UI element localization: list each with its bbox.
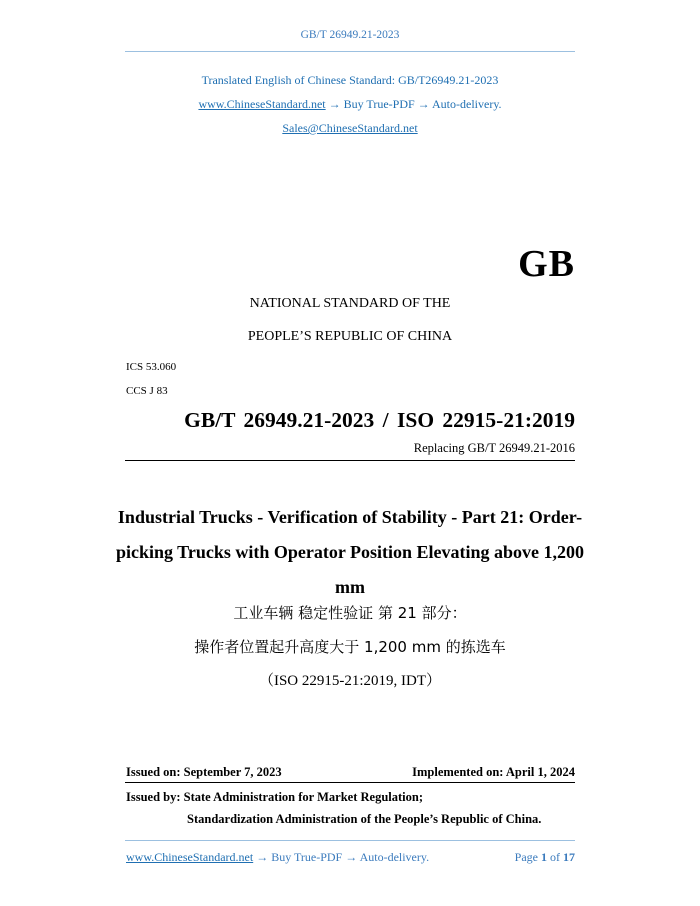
issuer-line-2: Standardization Administration of the People’s Republic of China. (187, 812, 542, 826)
footer-divider (125, 840, 575, 841)
header-divider (125, 51, 575, 52)
dates-divider (125, 782, 575, 783)
ics-code: ICS 53.060 (126, 361, 177, 373)
english-title: Industrial Trucks - Verification of Stability - Part 21: Order-picking Trucks with Operator Position Elevating above 1,200 mm (115, 507, 585, 597)
footer-promo (126, 850, 429, 865)
iso-equivalence: （ISO 22915-21:2019, IDT） (258, 673, 442, 689)
footer-site-link[interactable]: www.ChineseStandard.net (126, 850, 254, 864)
page-total: 17 (563, 850, 575, 864)
header-standard-code: GB/T 26949.21-2023 (300, 29, 400, 41)
buy-text: → Buy True-PDF → Auto-delivery. (325, 97, 502, 111)
promo-line (0, 97, 700, 112)
footer-buy-text: → Buy True-PDF → Auto-delivery. (253, 850, 430, 864)
page-indicator (440, 850, 575, 865)
replacing-note: Replacing GB/T 26949.21-2016 (413, 441, 575, 455)
email-link[interactable]: Sales@ChineseStandard.net (282, 121, 418, 135)
issuer-line-1: Issued by: State Administration for Market Regulation; (126, 790, 423, 804)
national-standard-line-2: PEOPLE’S REPUBLIC OF CHINA (247, 329, 453, 344)
chinese-title-line-1: 工业车辆 稳定性验证 第 21 部分： (233, 604, 467, 622)
page-prefix: Page (514, 850, 541, 864)
title-divider (125, 460, 575, 461)
chinese-title-line-2: 操作者位置起升高度大于 1,200 mm 的拣选车 (194, 638, 506, 656)
site-link[interactable]: www.ChineseStandard.net (198, 97, 326, 111)
page-current: 1 (541, 850, 547, 864)
ccs-code: CCS J 83 (126, 385, 168, 397)
implemented-on-date: Implemented on: April 1, 2024 (412, 765, 575, 779)
issued-on-date: Issued on: September 7, 2023 (126, 765, 282, 779)
gb-logo: GB (518, 243, 575, 285)
national-standard-line-1: NATIONAL STANDARD OF THE (249, 296, 451, 311)
translation-notice: Translated English of Chinese Standard: GB/T26949.21-2023 (201, 73, 499, 87)
standard-number: GB/T 26949.21-2023 / ISO 22915-21:2019 (184, 408, 575, 432)
page-of: of (547, 850, 563, 864)
email-line (0, 121, 700, 136)
